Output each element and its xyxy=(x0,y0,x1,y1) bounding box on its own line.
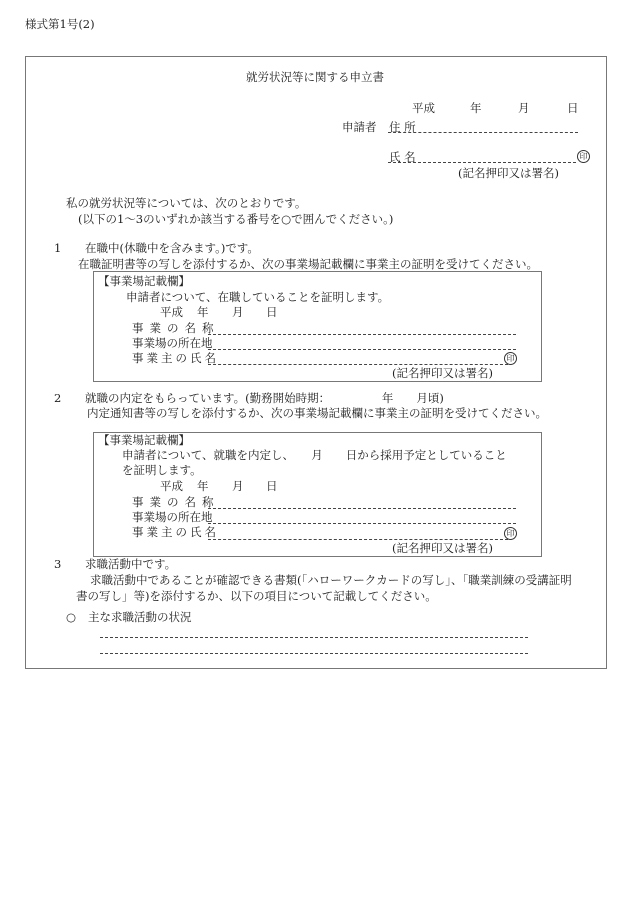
section3-number[interactable]: 3 xyxy=(54,557,62,571)
address-label: 住 所 xyxy=(389,120,416,134)
intro-line2: (以下の1～3のいずれか該当する番号を○で囲んでください。) xyxy=(78,212,394,226)
box1-employer-name-field[interactable] xyxy=(208,364,508,365)
box2-employer-name-field[interactable] xyxy=(208,539,508,540)
box2-month: 月 xyxy=(232,479,244,493)
box2-business-name-field[interactable] xyxy=(208,508,516,509)
section1-number[interactable]: 1 xyxy=(54,241,62,255)
section1-instruction: 在職証明書等の写しを添付するか、次の事業場記載欄に事業主の証明を受けてください。 xyxy=(78,257,538,271)
box1-seal-mark: 印 xyxy=(504,352,517,365)
intro-line1: 私の就労状況等については、次のとおりです。 xyxy=(66,196,307,210)
box1-year: 年 xyxy=(197,305,209,319)
sign-note: (記名押印又は署名) xyxy=(458,166,559,180)
section2-number[interactable]: 2 xyxy=(54,391,62,405)
box2-location-label: 事業場の所在地 xyxy=(132,510,213,524)
job-search-status-line-2[interactable] xyxy=(100,653,528,654)
section1-heading: 在職中(休職中を含みます。)です。 xyxy=(85,241,259,255)
bullet-circle-icon: ○ xyxy=(66,610,77,624)
box1-location-field[interactable] xyxy=(208,349,516,350)
box1-employer-name-label: 事業主の氏名 xyxy=(132,351,219,365)
box2-year: 年 xyxy=(197,479,209,493)
section3-instruction2: 書の写し」等)を添付するか、以下の項目について記載してください。 xyxy=(76,589,437,603)
job-search-status-line-1[interactable] xyxy=(100,637,528,638)
form-number: 様式第1号(2) xyxy=(25,17,95,31)
date-day: 日 xyxy=(567,101,579,115)
date-year: 年 xyxy=(470,101,482,115)
box1-business-name-field[interactable] xyxy=(208,334,516,335)
section3-instruction1: 求職活動中であることが確認できる書類(「ハローワークカードの写し」、「職業訓練の受講証明 xyxy=(90,573,572,587)
box1-statement: 申請者について、在職していることを証明します。 xyxy=(126,290,390,304)
date-month: 月 xyxy=(518,101,530,115)
box2-statement2: を証明します。 xyxy=(122,463,202,477)
box1-month: 月 xyxy=(232,305,244,319)
applicant-label: 申請者 xyxy=(342,120,377,134)
name-field[interactable] xyxy=(388,162,576,163)
box1-location-label: 事業場の所在地 xyxy=(132,336,213,350)
box2-statement1: 申請者について、就職を内定し、 月 日から採用予定としていること xyxy=(122,448,507,462)
box2-business-name-label: 事業の名称 xyxy=(132,495,220,509)
form-title: 就労状況等に関する申立書 xyxy=(246,70,384,84)
section2-instruction: 内定通知書等の写しを添付するか、次の事業場記載欄に事業主の証明を受けてください。 xyxy=(87,406,547,420)
box2-day: 日 xyxy=(266,479,278,493)
box2-seal-mark: 印 xyxy=(504,527,517,540)
seal-mark: 印 xyxy=(577,150,590,163)
box1-era: 平成 xyxy=(160,305,183,319)
address-field[interactable] xyxy=(388,132,578,133)
name-label: 氏 名 xyxy=(389,150,416,164)
job-search-status-label: 主な求職活動の状況 xyxy=(88,610,192,624)
box1-sign-note: (記名押印又は署名) xyxy=(392,366,493,380)
box2-title: 【事業場記載欄】 xyxy=(98,433,190,447)
box1-title: 【事業場記載欄】 xyxy=(98,274,190,288)
date-era: 平成 xyxy=(412,101,435,115)
box2-sign-note: (記名押印又は署名) xyxy=(392,541,493,555)
section2-heading: 就職の内定をもらっています。(勤務開始時期： 年 月頃) xyxy=(85,391,444,405)
box2-employer-name-label: 事業主の氏名 xyxy=(132,525,219,539)
box1-day: 日 xyxy=(266,305,278,319)
box2-location-field[interactable] xyxy=(208,523,516,524)
box1-business-name-label: 事業の名称 xyxy=(132,321,220,335)
box2-era: 平成 xyxy=(160,479,183,493)
section3-heading: 求職活動中です。 xyxy=(85,557,177,571)
